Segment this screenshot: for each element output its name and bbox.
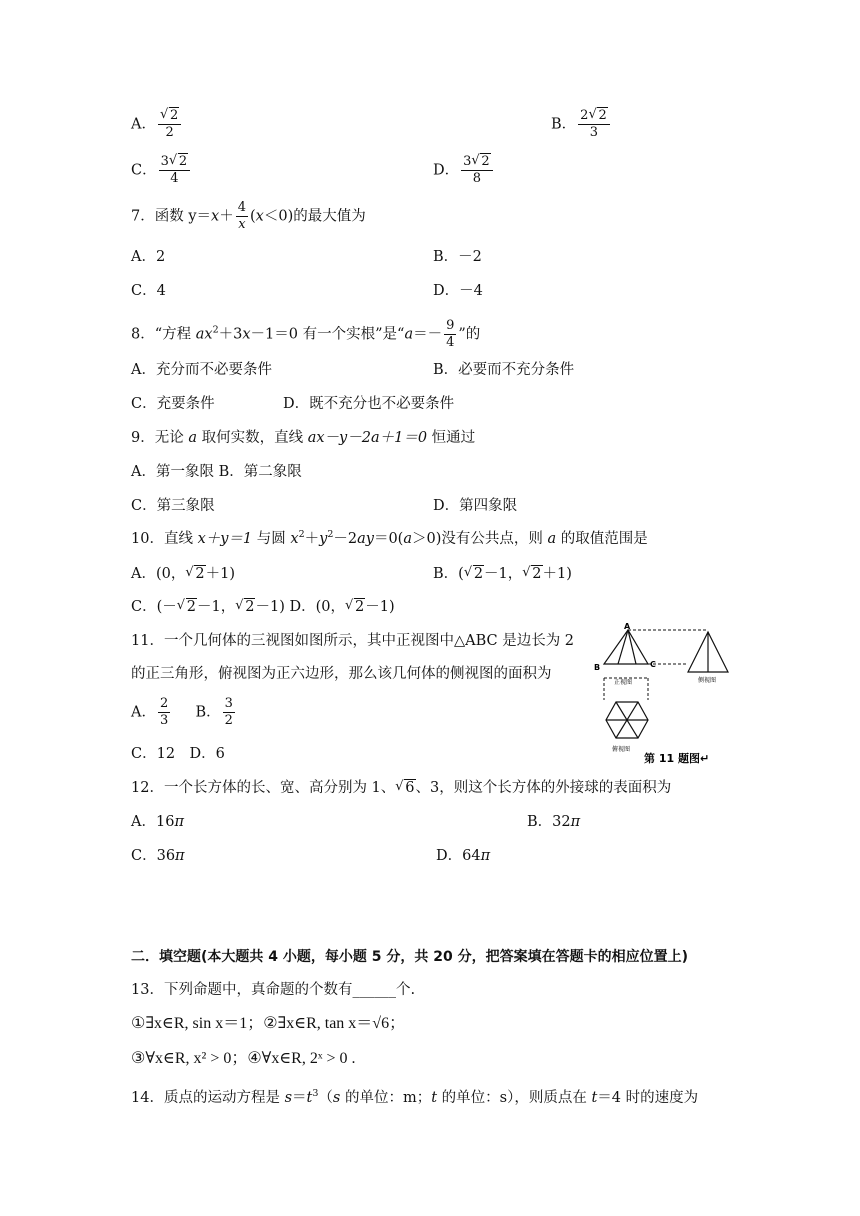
q8-fraction: $\frac{9}{4}$ [446,318,455,350]
q9-option-ab: A．第一象限 B．第二象限 [131,464,302,480]
q10-stem: 10．直线 x＋y＝1 与圆 $x^2+y^2-2ay=0(a>0)$没有公共点，则 a 的取值范围是 [131,529,648,547]
q9-option-d: D．第四象限 [433,498,518,514]
figure-caption: 第 11 题图↵ [644,752,710,765]
q11-a-fraction: $\frac{2}{3}$ [159,696,169,728]
label-b: B [594,663,601,672]
q12-option-a: A．16π [131,814,184,830]
q8-option-a: A．充分而不必要条件 [131,362,272,378]
q11-b-fraction: $\frac{3}{2}$ [224,696,233,728]
q11-stem-line1: 11．一个几何体的三视图如图所示，其中正视图中△ABC 是边长为 2 [131,633,575,649]
q8-option-b: B．必要而不充分条件 [433,362,575,378]
q9-stem: 9．无论 a 取何实数，直线 ax－y－2a＋1＝0 恒通过 [131,430,476,446]
q14-stem: 14．质点的运动方程是 $s=t^3(s$ 的单位：m；t 的单位：s），则质点在 t＝4 时的速度为 [131,1088,699,1106]
label-c: C [650,660,656,669]
front-view-triangle [604,630,648,664]
q7-option-d: D．－4 [433,283,483,299]
q9-option-c: C．第三象限 [131,498,215,514]
q10-option-cd: C．(－√ 2－1，√ 2－1) D．(0，√ 2－1) [131,597,395,617]
q13-line1: ①∃x∈R, sin x＝1；②∃x∈R, tan x＝√6； [131,1015,406,1032]
q11-options-cd: C．12 D．6 [131,746,225,762]
section-2-title: 二．填空题(本大题共 4 小题，每小题 5 分，共 20 分，把答案填在答题卡的相应位置上) [131,949,689,965]
q6-a-fraction: √ $\frac{2}{2}$ [158,108,181,141]
q13-line2: ③∀x∈R, x² > 0；④∀x∈R, 2ˣ > 0 . [131,1050,356,1067]
label-a: A [624,622,631,631]
q8-stem: 8．“方程 $ax^2+3x-1=0$ 有一个实根”是“a＝－ $\frac{9}{4}$ ”的 [131,318,481,350]
q7-fraction: $\frac{4}{x}$ [237,200,246,232]
q6-b-fraction: $\frac{2√ 2}{3}$ [578,108,610,141]
label-top-view: 俯视图 [612,746,631,753]
q13-stem: 13．下列命题中，真命题的个数有______个. [131,982,416,998]
q6-option-d: D． $\frac{3√ 2}{8}$ [433,154,495,187]
q7-option-a: A．2 [131,249,166,265]
q11-options-ab: A． $\frac{2}{3}$ B． $\frac{3}{2}$ [131,696,233,728]
q8-option-c: C．充要条件 [131,396,215,412]
q6-option-b: B． $\frac{2√ 2}{3}$ [551,108,612,141]
q12-option-b: B．32π [527,814,581,830]
q10-option-b: B．(√ 2－1，√ 2＋1) [433,564,572,584]
q6-c-fraction: $\frac{3√ 2}{4}$ [159,154,191,187]
q6-d-fraction: $\frac{3√ 2}{8}$ [461,154,493,187]
three-view-figure [588,620,736,768]
label-front-view: 正视图 [614,679,633,686]
q11-stem-line2: 的正三角形，俯视图为正六边形，那么该几何体的侧视图的面积为 [131,666,552,682]
q8-option-d: D．既不充分也不必要条件 [283,396,455,412]
q6-option-a: A． √ $\frac{2}{2}$ [131,108,183,141]
q12-option-c: C．36π [131,848,185,864]
side-view-triangle [688,632,728,672]
q7-stem: 7．函数 y＝x＋ $\frac{4}{x}$ (x＜0)的最大值为 [131,200,366,232]
q7-option-c: C．4 [131,283,166,299]
q10-option-a: A．(0，√ 2＋1) [131,564,235,584]
q12-stem: 12．一个长方体的长、宽、高分别为 1、√ 6、3，则这个长方体的外接球的表面积为 [131,778,671,798]
q12-option-d: D．64π [436,848,491,864]
top-view-hexagon [606,702,648,738]
q6-option-c: C． $\frac{3√ 2}{4}$ [131,154,192,187]
q7-option-b: B．－2 [433,249,482,265]
label-side-view: 侧视图 [698,677,717,684]
